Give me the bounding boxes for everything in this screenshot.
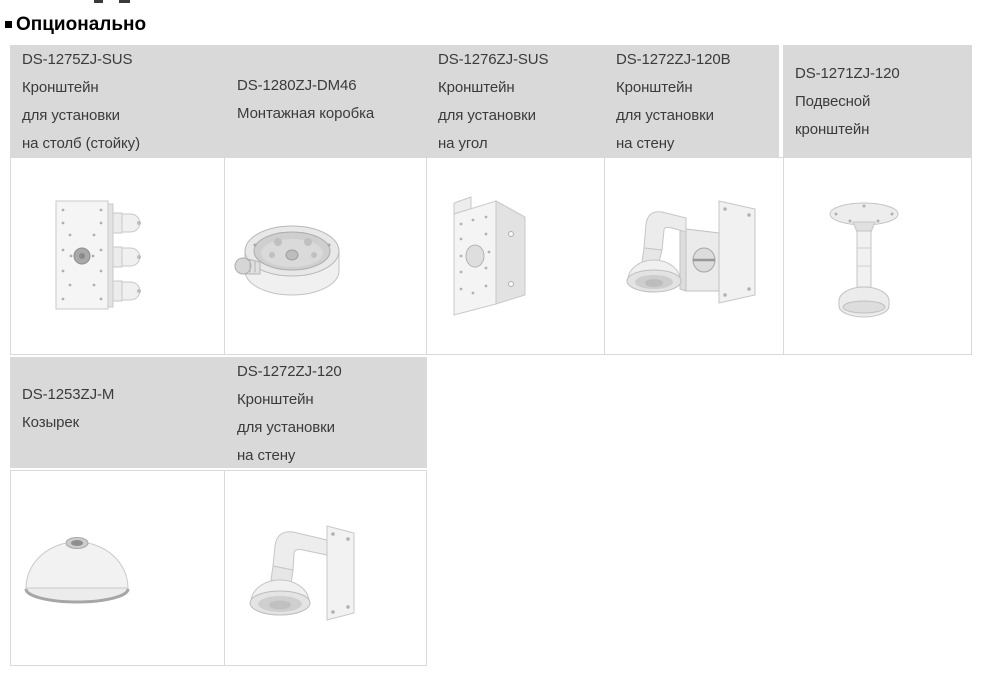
- product-desc-line: Козырек: [22, 414, 80, 431]
- product-label-sun-shield: [22, 381, 114, 437]
- corner-mount-bracket-icon: [438, 192, 543, 317]
- product-desc-line: Монтажная коробка: [237, 105, 375, 122]
- product-desc-line: Кронштейн: [237, 391, 314, 408]
- product-desc-line: для установки: [616, 107, 714, 124]
- section-title: [5, 14, 146, 36]
- product-label-junction-box: [237, 72, 374, 128]
- pendant-bracket-icon: [822, 200, 907, 318]
- product-label-wall-mount: [237, 358, 342, 470]
- product-desc-line: Кронштейн: [438, 79, 515, 96]
- product-label-corner-mount: [438, 46, 548, 158]
- product-desc-line: на столб (стойку): [22, 135, 140, 152]
- wall-mount-bracket-with-junction-box-icon: [622, 196, 762, 314]
- product-model: DS-1253ZJ-M: [22, 386, 115, 403]
- product-model: DS-1276ZJ-SUS: [438, 51, 549, 68]
- sun-shield-cover-icon: [20, 528, 135, 618]
- product-label-pendant: [795, 60, 900, 144]
- product-desc-line: на стену: [616, 135, 675, 152]
- product-model: DS-1272ZJ-120B: [616, 51, 731, 68]
- product-desc-line: для установки: [438, 107, 536, 124]
- product-desc-line: Подвесной: [795, 93, 871, 110]
- cropped-text-fragment: [119, 0, 130, 3]
- product-desc-line: кронштейн: [795, 121, 870, 138]
- product-model: DS-1271ZJ-120: [795, 65, 900, 82]
- wall-mount-bracket-icon: [237, 522, 362, 634]
- product-label-pole-mount: [22, 46, 140, 158]
- bullet-square-icon: [5, 21, 12, 28]
- product-desc-line: на угол: [438, 135, 488, 152]
- product-desc-line: Кронштейн: [616, 79, 693, 96]
- product-model: DS-1280ZJ-DM46: [237, 77, 357, 94]
- product-model: DS-1275ZJ-SUS: [22, 51, 133, 68]
- product-desc-line: Кронштейн: [22, 79, 99, 96]
- product-model: DS-1272ZJ-120: [237, 363, 342, 380]
- pole-mount-bracket-icon: [38, 195, 188, 317]
- junction-box-icon: [230, 215, 350, 300]
- cropped-text-fragment: [94, 0, 103, 3]
- product-label-wall-mount-b: [616, 46, 731, 158]
- product-desc-line: для установки: [237, 419, 335, 436]
- product-desc-line: для установки: [22, 107, 120, 124]
- product-desc-line: на стену: [237, 447, 296, 464]
- section-title-text: Опционально: [16, 14, 147, 35]
